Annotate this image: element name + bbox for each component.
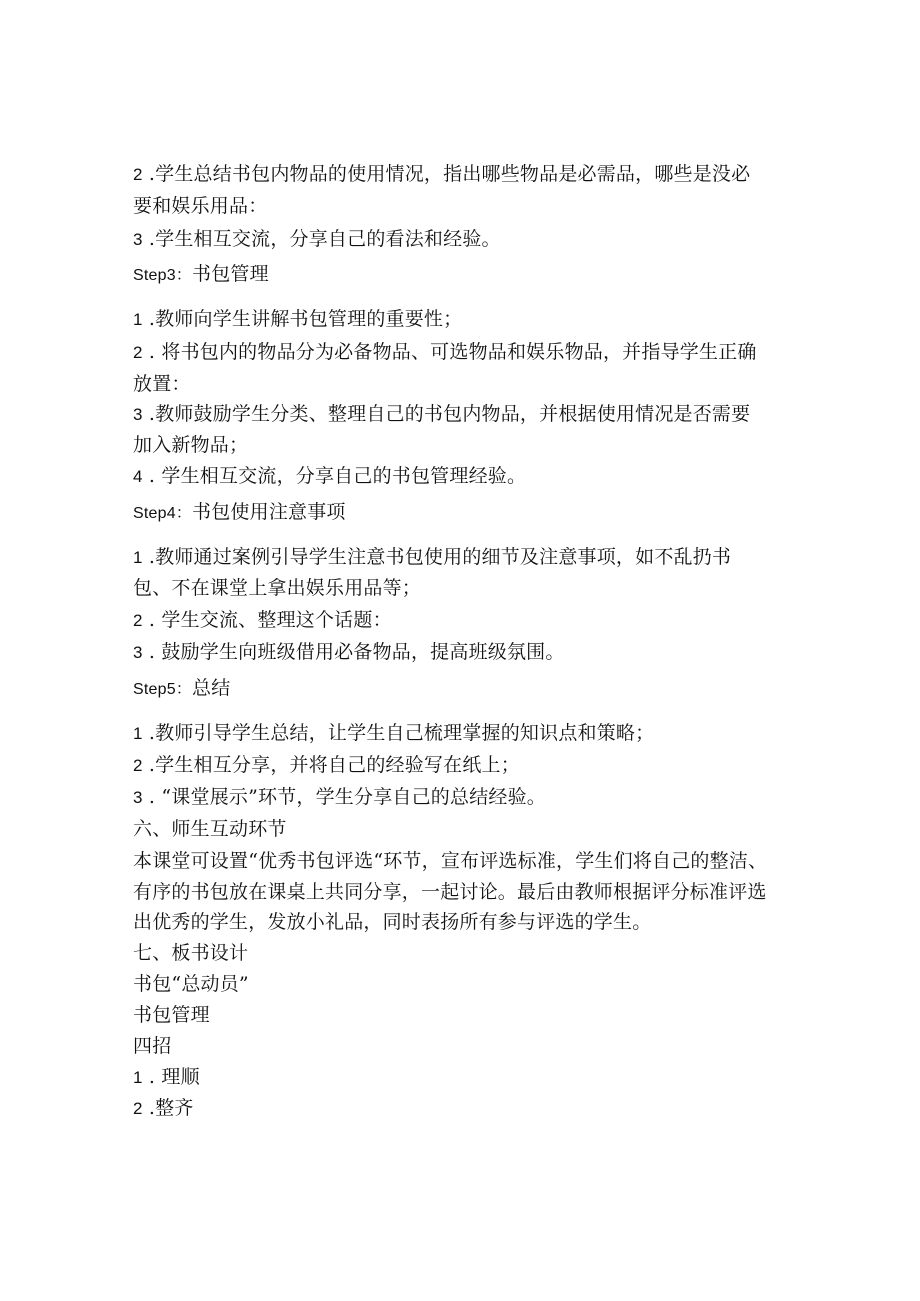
- item-number: 2: [133, 343, 143, 362]
- section-heading: [133, 940, 248, 966]
- item-number: 1: [133, 310, 143, 329]
- list-item: [133, 1095, 194, 1122]
- section-heading: [133, 816, 287, 842]
- paragraph-text: 本课堂可设置“优秀书包评选“环节，宣布评选标准，学生们将自己的整洁、: [133, 850, 768, 872]
- item-text: 要和娱乐用品：: [133, 195, 268, 217]
- item-text: 包、不在课堂上拿出娱乐用品等；: [133, 577, 422, 599]
- item-number: 3: [133, 788, 143, 807]
- board-text: 四招: [133, 1035, 172, 1057]
- list-item: [133, 639, 565, 666]
- paragraph-text: 有序的书包放在课桌上共同分享，一起讨论。最后由教师根据评分标准评选: [133, 881, 767, 903]
- list-item: [133, 607, 392, 634]
- item-number: 3: [133, 643, 143, 662]
- list-item: [133, 784, 546, 811]
- step-title: 书包使用注意事项: [192, 501, 346, 523]
- board-line: [133, 1033, 171, 1059]
- item-text: .教师引导学生总结，让学生自己梳理掌握的知识点和策略；: [142, 722, 655, 744]
- item-text: . 学生相互交流，分享自己的书包管理经验。: [142, 465, 527, 487]
- list-item: [133, 401, 750, 428]
- list-item: [133, 463, 526, 490]
- list-item-continuation: [133, 432, 248, 458]
- item-text: . 理顺: [142, 1066, 200, 1088]
- item-text: . 鼓励学生向班级借用必备物品，提高班级氛围。: [142, 641, 565, 663]
- item-text: . “课堂展示”环节，学生分享自己的总结经验。: [142, 786, 547, 808]
- item-text: .学生相互交流，分享自己的看法和经验。: [142, 228, 501, 250]
- item-number: 2: [133, 611, 143, 630]
- item-number: 2: [133, 1099, 143, 1118]
- step-label: Step4：: [133, 505, 193, 522]
- item-number: 2: [133, 165, 143, 184]
- list-item: [133, 752, 520, 779]
- list-item: [133, 339, 757, 366]
- item-text: .教师向学生讲解书包管理的重要性；: [142, 308, 463, 330]
- paragraph-line: [133, 879, 767, 905]
- step-heading: [133, 499, 346, 527]
- item-number: 3: [133, 230, 143, 249]
- item-number: 2: [133, 756, 143, 775]
- step-label: Step5：: [133, 681, 193, 698]
- list-item: [133, 226, 501, 253]
- list-item: [133, 306, 462, 333]
- item-text: .学生相互分享，并将自己的经验写在纸上；: [142, 754, 520, 776]
- step-title: 总结: [192, 677, 231, 699]
- item-number: 1: [133, 548, 143, 567]
- board-line: [133, 1002, 210, 1028]
- step-title: 书包管理: [192, 263, 269, 285]
- list-item: [133, 544, 731, 571]
- item-number: 4: [133, 467, 143, 486]
- step-label: Step3：: [133, 267, 193, 284]
- item-text: 加入新物品；: [133, 434, 249, 456]
- list-item: [133, 720, 654, 747]
- step-heading: [133, 261, 269, 289]
- item-text: 放置：: [133, 373, 191, 395]
- item-text: .教师鼓励学生分类、整理自己的书包内物品，并根据使用情况是否需要: [142, 403, 751, 425]
- section-title: 六、师生互动环节: [133, 818, 287, 840]
- board-text: 书包“总动员”: [133, 973, 249, 995]
- board-text: 书包管理: [133, 1004, 210, 1026]
- paragraph-text: 出优秀的学生，发放小礼品，同时表扬所有参与评选的学生。: [133, 911, 652, 933]
- list-item-continuation: [133, 371, 191, 397]
- list-item: [133, 1064, 200, 1091]
- item-text: .学生总结书包内物品的使用情况，指出哪些物品是必需品，哪些是没必: [142, 163, 751, 185]
- item-number: 1: [133, 724, 143, 743]
- list-item-continuation: [133, 575, 421, 601]
- item-text: . 将书包内的物品分为必备物品、可选物品和娱乐物品，并指导学生正确: [142, 341, 757, 363]
- step-heading: [133, 675, 230, 703]
- item-text: .整齐: [142, 1097, 194, 1119]
- section-title: 七、板书设计: [133, 942, 249, 964]
- list-item-continuation: [133, 193, 267, 219]
- paragraph-line: [133, 848, 767, 874]
- document-page: [133, 0, 798, 1301]
- item-number: 3: [133, 405, 143, 424]
- list-item: [133, 161, 750, 188]
- item-text: .教师通过案例引导学生注意书包使用的细节及注意事项，如不乱扔书: [142, 546, 732, 568]
- paragraph-line: [133, 909, 651, 935]
- board-line: [133, 971, 249, 997]
- item-text: . 学生交流、整理这个话题：: [142, 609, 392, 631]
- item-number: 1: [133, 1068, 143, 1087]
